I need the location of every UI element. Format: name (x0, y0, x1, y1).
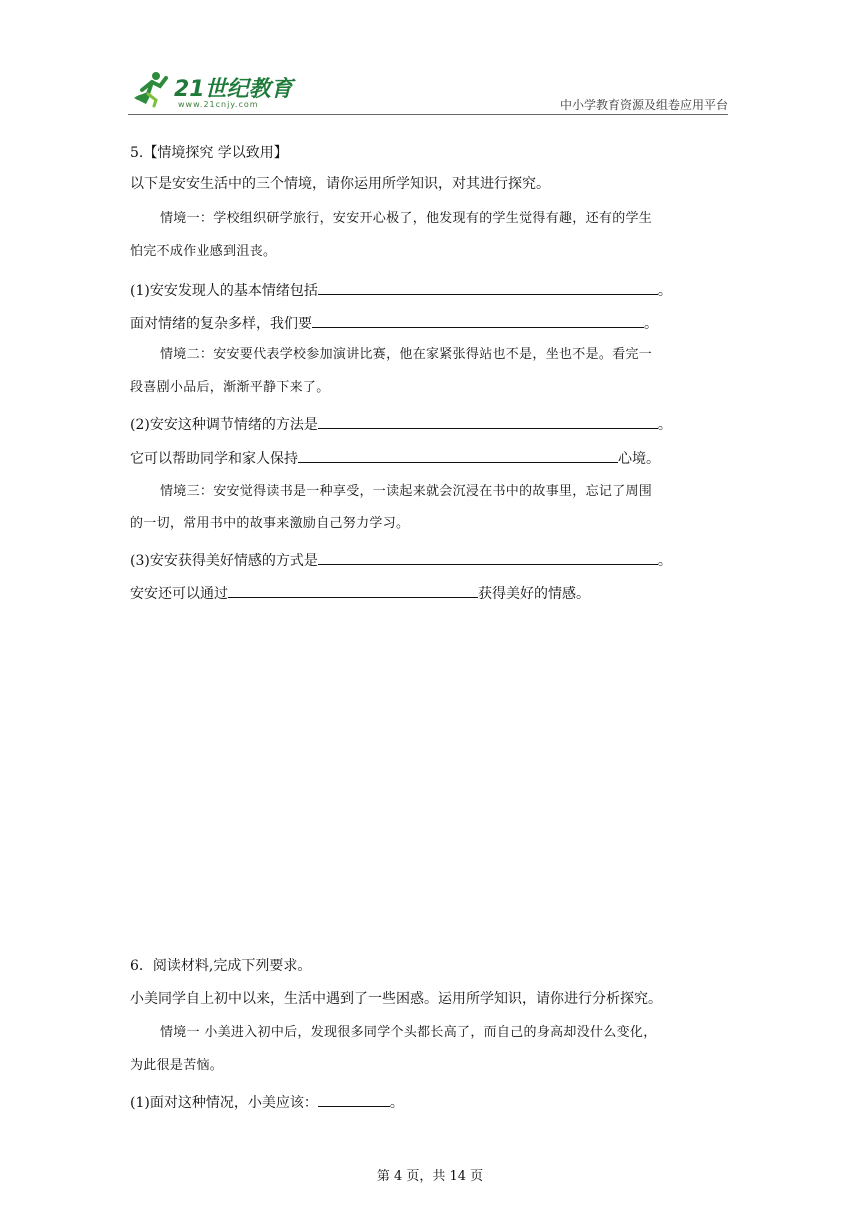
scenario-2-text: 情境二：安安要代表学校参加演讲比赛，他在家紧张得站也不是，坐也不是。看完一 (160, 347, 653, 362)
scenario-1-text: 情境一：学校组织研学旅行，安安开心极了，他发现有的学生觉得有趣，还有的学生 (160, 211, 653, 226)
prompt-3a (130, 550, 672, 570)
prompt-3b-label: 安安还可以通过 (130, 586, 228, 602)
prompt-1a-label: (1)安安发现人的基本情绪包括 (130, 283, 318, 299)
prompt-2b (130, 448, 660, 468)
question-6-intro: 小美同学自上初中以来，生活中遇到了一些困惑。运用所学知识，请你进行分析探究。 (130, 991, 662, 1007)
answer-blank-2b[interactable] (298, 448, 618, 463)
prompt-2b-end: 心境。 (618, 451, 660, 467)
q6-prompt-1-end: 。 (389, 1095, 404, 1111)
q6-scenario-1-text: 情境一 小美进入初中后，发现很多同学个头都长高了，而自己的身高却没什么变化， (160, 1025, 657, 1040)
question-5-title: 5.【情境探究 学以致用】 (130, 145, 288, 161)
prompt-3a-label: (3)安安获得美好情感的方式是 (130, 553, 318, 569)
prompt-2a (130, 414, 672, 434)
scenario-3-text: 情境三：安安觉得读书是一种享受，一读起来就会沉浸在书中的故事里，忘记了周围 (160, 484, 653, 499)
prompt-2b-label: 它可以帮助同学和家人保持 (130, 451, 298, 467)
prompt-1b-label: 面对情绪的复杂多样，我们要 (130, 316, 312, 332)
scenario-3-text-cont: 的一切，常用书中的故事来激励自己努力学习。 (130, 516, 410, 531)
logo-text: 21世纪教育 (174, 77, 293, 102)
prompt-1b (130, 313, 658, 333)
q6-answer-blank-1[interactable] (318, 1092, 390, 1107)
answer-blank-1b[interactable] (312, 313, 644, 328)
page-number: 第 4 页，共 14 页 (376, 1169, 484, 1184)
prompt-2a-end: 。 (657, 417, 672, 433)
answer-blank-3a[interactable] (318, 550, 658, 565)
page-header (128, 66, 728, 116)
logo (128, 66, 298, 112)
question-5-intro: 以下是安安生活中的三个情境，请你运用所学知识，对其进行探究。 (130, 176, 550, 192)
prompt-2a-label: (2)安安这种调节情绪的方法是 (130, 417, 318, 433)
q6-scenario-1-text-cont: 为此很是苦恼。 (130, 1058, 224, 1073)
prompt-1b-end: 。 (644, 316, 658, 332)
prompt-1a-end: 。 (657, 283, 672, 299)
scenario-2-text-cont: 段喜剧小品后，渐渐平静下来了。 (130, 380, 330, 395)
prompt-3a-end: 。 (657, 553, 672, 569)
prompt-3b-end: 获得美好的情感。 (478, 586, 590, 602)
scenario-1-text-cont: 怕完不成作业感到沮丧。 (130, 244, 277, 259)
runner-logo-icon (128, 68, 172, 108)
prompt-1a (130, 280, 672, 300)
answer-blank-2a[interactable] (318, 414, 658, 429)
platform-name: 中小学教育资源及组卷应用平台 (559, 98, 728, 112)
answer-blank-1a[interactable] (318, 280, 658, 295)
q6-prompt-1-label: (1)面对这种情况，小美应该： (130, 1095, 318, 1111)
prompt-3b (130, 583, 590, 603)
header-divider (128, 114, 728, 115)
answer-blank-3b[interactable] (228, 583, 478, 598)
q6-prompt-1 (130, 1092, 404, 1112)
logo-url: www.21cnjy.com (178, 100, 259, 109)
question-6-title: 6．阅读材料,完成下列要求。 (130, 958, 312, 974)
